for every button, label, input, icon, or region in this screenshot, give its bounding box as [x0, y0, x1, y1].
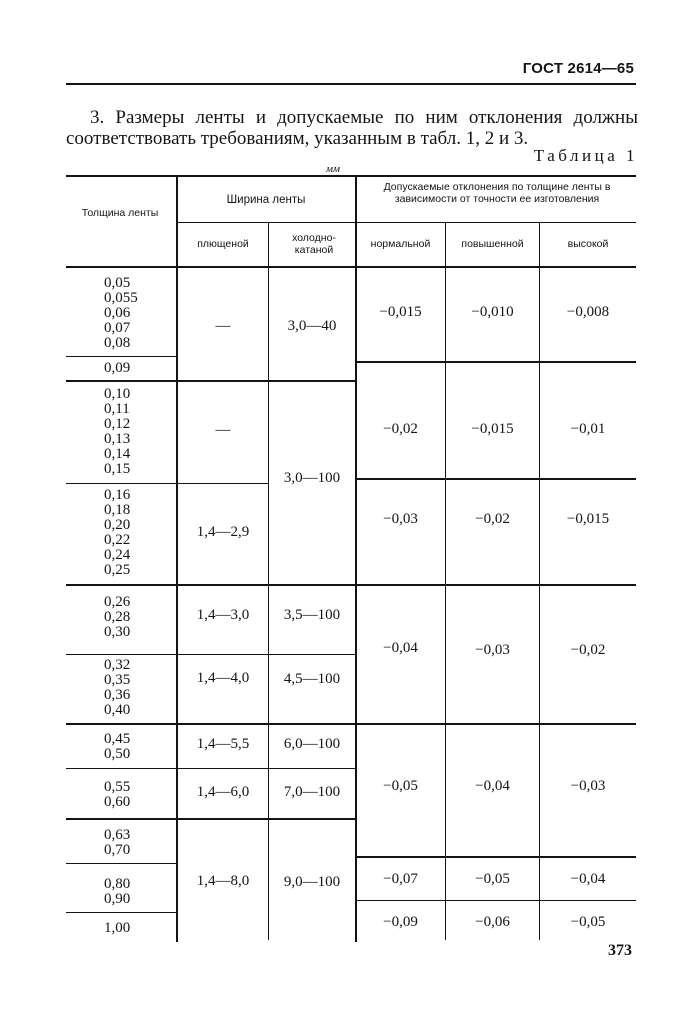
paragraph-line-1: 3. Размеры ленты и допускаемые по ним отклонения должны [90, 107, 638, 128]
cold-rolled-width-cell: 6,0—100 [283, 736, 341, 752]
header-high: высокой [567, 238, 609, 250]
deviation-normal: −0,03 [383, 511, 418, 527]
thickness-cell: 0,10 0,11 0,12 0,13 0,14 0,15 [104, 386, 131, 477]
flattened-width-cell: 1,4—3,0 [196, 607, 250, 623]
deviation-high: −0,015 [566, 511, 610, 527]
header-thickness: Толщина ленты [81, 207, 159, 219]
thickness-cell: 0,16 0,18 0,20 0,22 0,24 0,25 [104, 487, 131, 578]
deviation-increased: −0,05 [475, 871, 510, 887]
row-rule [66, 818, 356, 820]
col-rule-3 [355, 177, 357, 942]
row-rule [66, 483, 176, 484]
clause-paragraph [66, 107, 638, 149]
flattened-width-cell: 1,4—2,9 [196, 524, 250, 540]
cold-rolled-width-cell: 3,0—40 [287, 318, 337, 334]
deviation-normal: −0,015 [379, 304, 422, 320]
standard-header: ГОСТ 2614—65 [522, 60, 634, 77]
cold-rolled-width-cell: 3,0—100 [283, 470, 341, 486]
thickness-cell: 0,45 0,50 [104, 731, 131, 762]
thickness-cell: 0,63 0,70 [104, 827, 131, 858]
col-rule-5 [539, 222, 540, 940]
deviation-increased: −0,03 [475, 642, 510, 658]
cold-rolled-width-cell: 3,5—100 [283, 607, 341, 623]
paragraph-line-2: соответствовать требованиям, указанным в табл. 1, 2 и 3. [66, 128, 529, 149]
header-bottom-rule [66, 266, 636, 268]
deviation-normal: −0,09 [383, 914, 418, 930]
row-rule [356, 900, 636, 901]
col-rule-4 [445, 222, 446, 940]
row-rule [176, 768, 356, 769]
header-cold-rolled: холодно-катаной [292, 232, 336, 256]
header-deviations: Допускаемые отклонения по толщине ленты в зависимости от точности ее изготовления [383, 181, 611, 205]
row-rule [66, 863, 176, 864]
deviation-increased: −0,015 [471, 421, 514, 437]
row-rule [66, 912, 176, 913]
header-subrule-width [178, 222, 356, 223]
row-rule [356, 361, 636, 363]
row-rule [66, 768, 176, 769]
flattened-width-cell: — [215, 318, 231, 334]
row-rule [176, 483, 269, 484]
row-rule [66, 654, 176, 655]
thickness-cell: 0,05 0,055 0,06 0,07 0,08 [104, 275, 138, 351]
thickness-cell: 0,80 0,90 [104, 876, 131, 907]
row-rule [356, 478, 636, 480]
cold-rolled-width-cell: 7,0—100 [283, 784, 341, 800]
page-number: 373 [608, 942, 632, 959]
thickness-cell: 1,00 [104, 920, 131, 936]
header-normal: нормальной [370, 238, 431, 250]
flattened-width-cell: 1,4—8,0 [196, 873, 250, 889]
header-flattened: плющеной [197, 238, 249, 250]
table-top-rule [66, 175, 636, 177]
thickness-cell: 0,32 0,35 0,36 0,40 [104, 657, 131, 718]
deviation-high: −0,01 [570, 421, 606, 437]
deviation-increased: −0,04 [475, 778, 510, 794]
header-subrule-deviation [356, 222, 636, 223]
deviation-normal: −0,02 [383, 421, 418, 437]
deviation-increased: −0,02 [475, 511, 510, 527]
deviation-high: −0,05 [570, 914, 606, 930]
deviation-normal: −0,04 [383, 640, 418, 656]
row-rule [66, 723, 636, 725]
flattened-width-cell: 1,4—6,0 [196, 784, 250, 800]
deviation-high: −0,02 [570, 642, 606, 658]
row-rule [66, 380, 356, 382]
flattened-width-cell: 1,4—5,5 [196, 736, 250, 752]
cold-rolled-width-cell: 4,5—100 [283, 671, 341, 687]
cold-rolled-width-cell: 9,0—100 [283, 874, 341, 890]
flattened-width-cell: 1,4—4,0 [196, 670, 250, 686]
row-rule [66, 584, 636, 586]
deviation-high: −0,03 [570, 778, 606, 794]
deviation-high: −0,008 [566, 304, 610, 320]
header-increased: повышенной [461, 238, 524, 250]
deviation-high: −0,04 [570, 871, 606, 887]
deviation-normal: −0,05 [383, 778, 418, 794]
thickness-cell: 0,55 0,60 [104, 779, 131, 810]
col-rule-1 [176, 177, 178, 942]
header-rule [66, 83, 636, 85]
deviation-increased: −0,06 [475, 914, 510, 930]
thickness-cell: 0,09 [104, 360, 131, 376]
header-width: Ширина ленты [226, 194, 306, 206]
table-unit: мм [326, 163, 341, 175]
flattened-width-cell: — [215, 422, 231, 438]
deviation-normal: −0,07 [383, 871, 418, 887]
row-rule [176, 654, 356, 655]
row-rule [66, 356, 176, 357]
deviation-increased: −0,010 [471, 304, 514, 320]
thickness-cell: 0,26 0,28 0,30 [104, 594, 131, 640]
row-rule [356, 856, 636, 858]
table-title: Таблица 1 [533, 146, 638, 165]
